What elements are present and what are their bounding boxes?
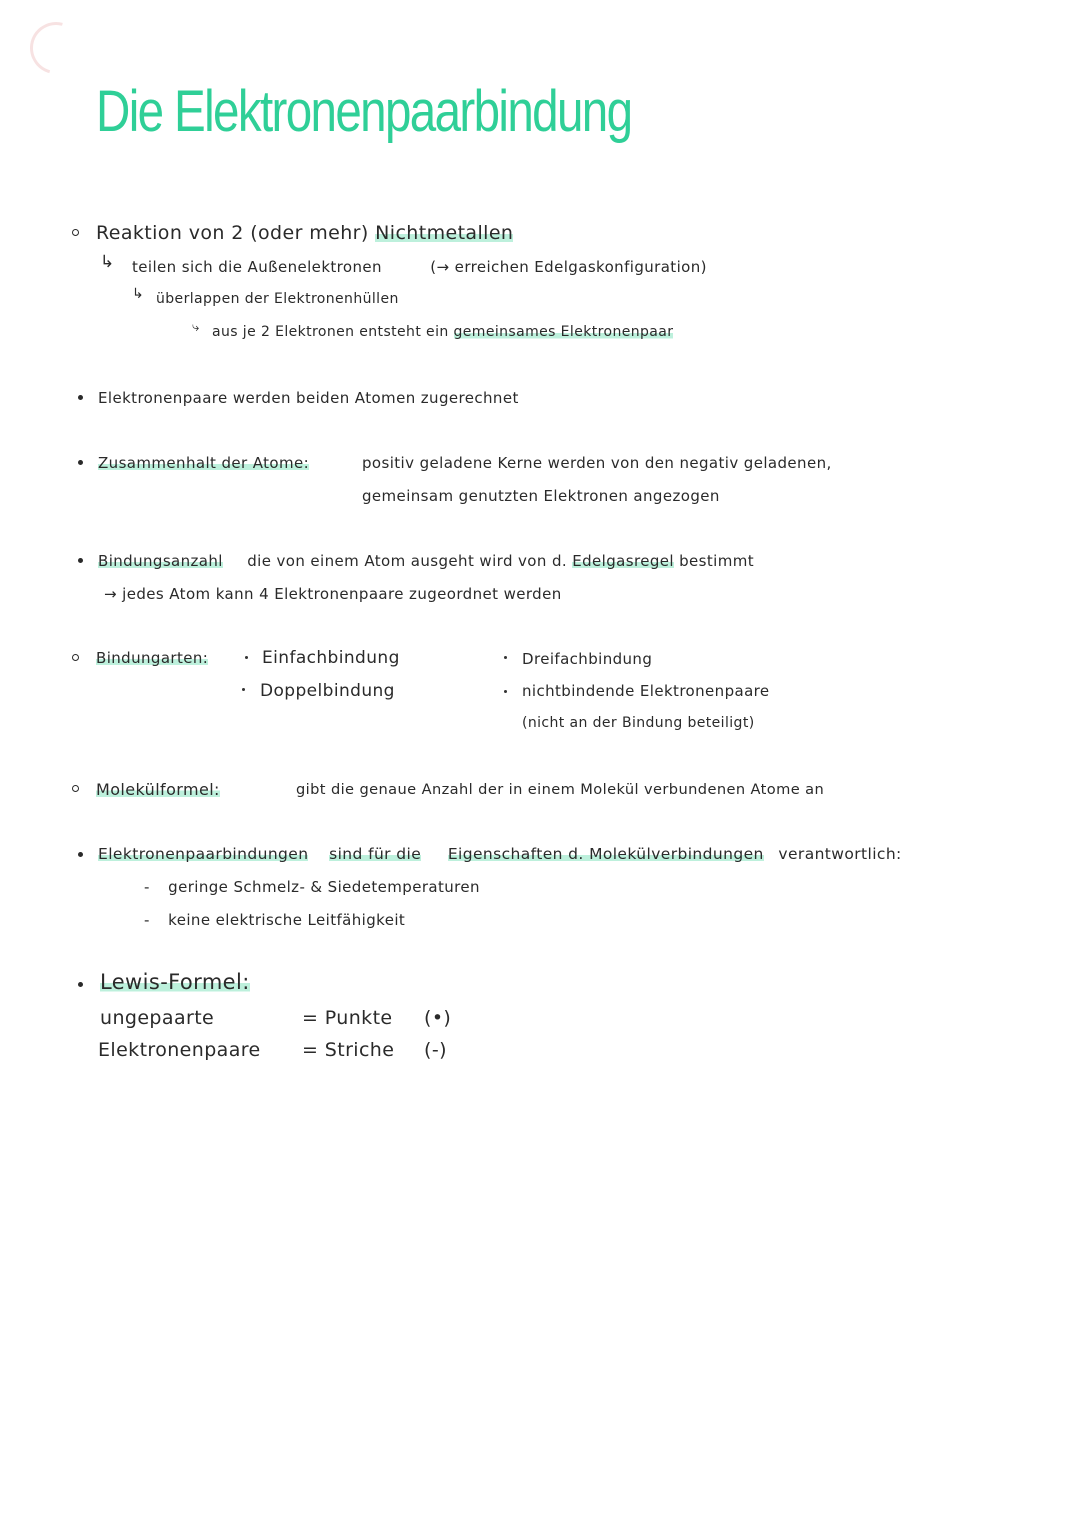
s4-line1-end: bestimmt: [679, 552, 755, 570]
page-title: Die Elektronenpaarbindung: [96, 79, 632, 144]
bullet-dot: [78, 460, 83, 465]
s8-row1-term: ungepaarte: [100, 1007, 215, 1029]
s5-item-2: Doppelbindung: [260, 681, 395, 701]
bullet-dot: [78, 852, 83, 857]
s7-part-a: Elektronenpaarbindungen: [98, 845, 309, 863]
s1-line1-highlight: Nichtmetallen: [375, 222, 514, 244]
s5-item-4: nichtbindende Elektronenpaare: [522, 682, 770, 700]
s8-row1-eq: = Punkte: [302, 1007, 393, 1029]
s1-line2-note: (→ erreichen Edelgaskonfiguration): [430, 258, 707, 276]
bullet-dot: [78, 558, 83, 563]
s8-label: Lewis-Formel:: [100, 970, 250, 994]
s1-line2: [132, 258, 707, 276]
s1-line4: [212, 324, 673, 340]
s7-part-b: sind für die: [329, 845, 422, 863]
s6-label: Molekülformel:: [96, 780, 220, 799]
s1-line3: überlappen der Elektronenhüllen: [156, 291, 399, 307]
s4-line1-text: die von einem Atom ausgeht wird von d.: [247, 552, 568, 570]
s4-line2: → jedes Atom kann 4 Elektronenpaare zugeordnet werden: [104, 585, 562, 603]
s6-label-wrap: [96, 780, 220, 799]
s7-line: [98, 845, 902, 863]
s8-label-wrap: [100, 970, 250, 994]
corner-scribble: [20, 12, 91, 83]
s8-row2-eq: = Striche: [302, 1039, 395, 1061]
s7-item-1: geringe Schmelz- & Siedetemperaturen: [168, 878, 480, 896]
s7-part-d: verantwortlich:: [778, 845, 902, 863]
bullet-dot: [78, 395, 83, 400]
sub-bullet: [245, 656, 248, 659]
s7-item-2: keine elektrische Leitfähigkeit: [168, 911, 406, 929]
turn-arrow-icon: ↳: [100, 252, 115, 272]
dash-icon: -: [144, 911, 150, 929]
s5-note: (nicht an der Bindung beteiligt): [522, 715, 755, 731]
s8-row2-sym: (-): [424, 1039, 447, 1061]
curved-arrow-icon: ⤷: [192, 320, 200, 335]
sub-bullet: [504, 690, 507, 693]
s1-line4-highlight: gemeinsames Elektronenpaar: [453, 324, 674, 340]
s4-highlight: Edelgasregel: [572, 552, 674, 570]
s7-item-2-wrap: [144, 911, 405, 929]
bullet-ring: [72, 229, 79, 236]
s8-row2-term: Elektronenpaare: [98, 1039, 261, 1061]
sub-bullet: [242, 688, 245, 691]
turn-arrow-icon: ↳: [132, 286, 144, 302]
s5-label: Bindungarten:: [96, 649, 209, 667]
s5-item-1: Einfachbindung: [262, 648, 400, 668]
bullet-ring: [72, 785, 79, 792]
s1-line1: [96, 222, 513, 244]
s7-part-c: Eigenschaften d. Molekülverbindungen: [447, 845, 764, 863]
s4-line1: [98, 552, 754, 570]
s3-label: Zusammenhalt der Atome:: [98, 454, 310, 472]
s2-line: Elektronenpaare werden beiden Atomen zugerechnet: [98, 389, 519, 407]
s4-label: Bindungsanzahl: [98, 552, 223, 570]
s3-line1: positiv geladene Kerne werden von den negativ geladenen,: [362, 454, 832, 472]
s1-line2-text: teilen sich die Außenelektronen: [132, 258, 382, 276]
bullet-dot: [78, 982, 83, 987]
sub-bullet: [504, 656, 507, 659]
s3-label-wrap: [98, 454, 309, 472]
s1-line4-text: aus je 2 Elektronen entsteht ein: [212, 324, 449, 340]
s1-line1-text: Reaktion von 2 (oder mehr): [96, 222, 369, 244]
s8-row1-sym: (•): [424, 1007, 452, 1029]
s5-item-3: Dreifachbindung: [522, 650, 653, 668]
s7-item-1-wrap: [144, 878, 480, 896]
s5-label-wrap: [96, 649, 208, 667]
s3-line2: gemeinsam genutzten Elektronen angezogen: [362, 487, 720, 505]
bullet-ring: [72, 654, 79, 661]
s6-text: gibt die genaue Anzahl der in einem Molekül verbundenen Atome an: [296, 781, 825, 798]
dash-icon: -: [144, 878, 150, 896]
